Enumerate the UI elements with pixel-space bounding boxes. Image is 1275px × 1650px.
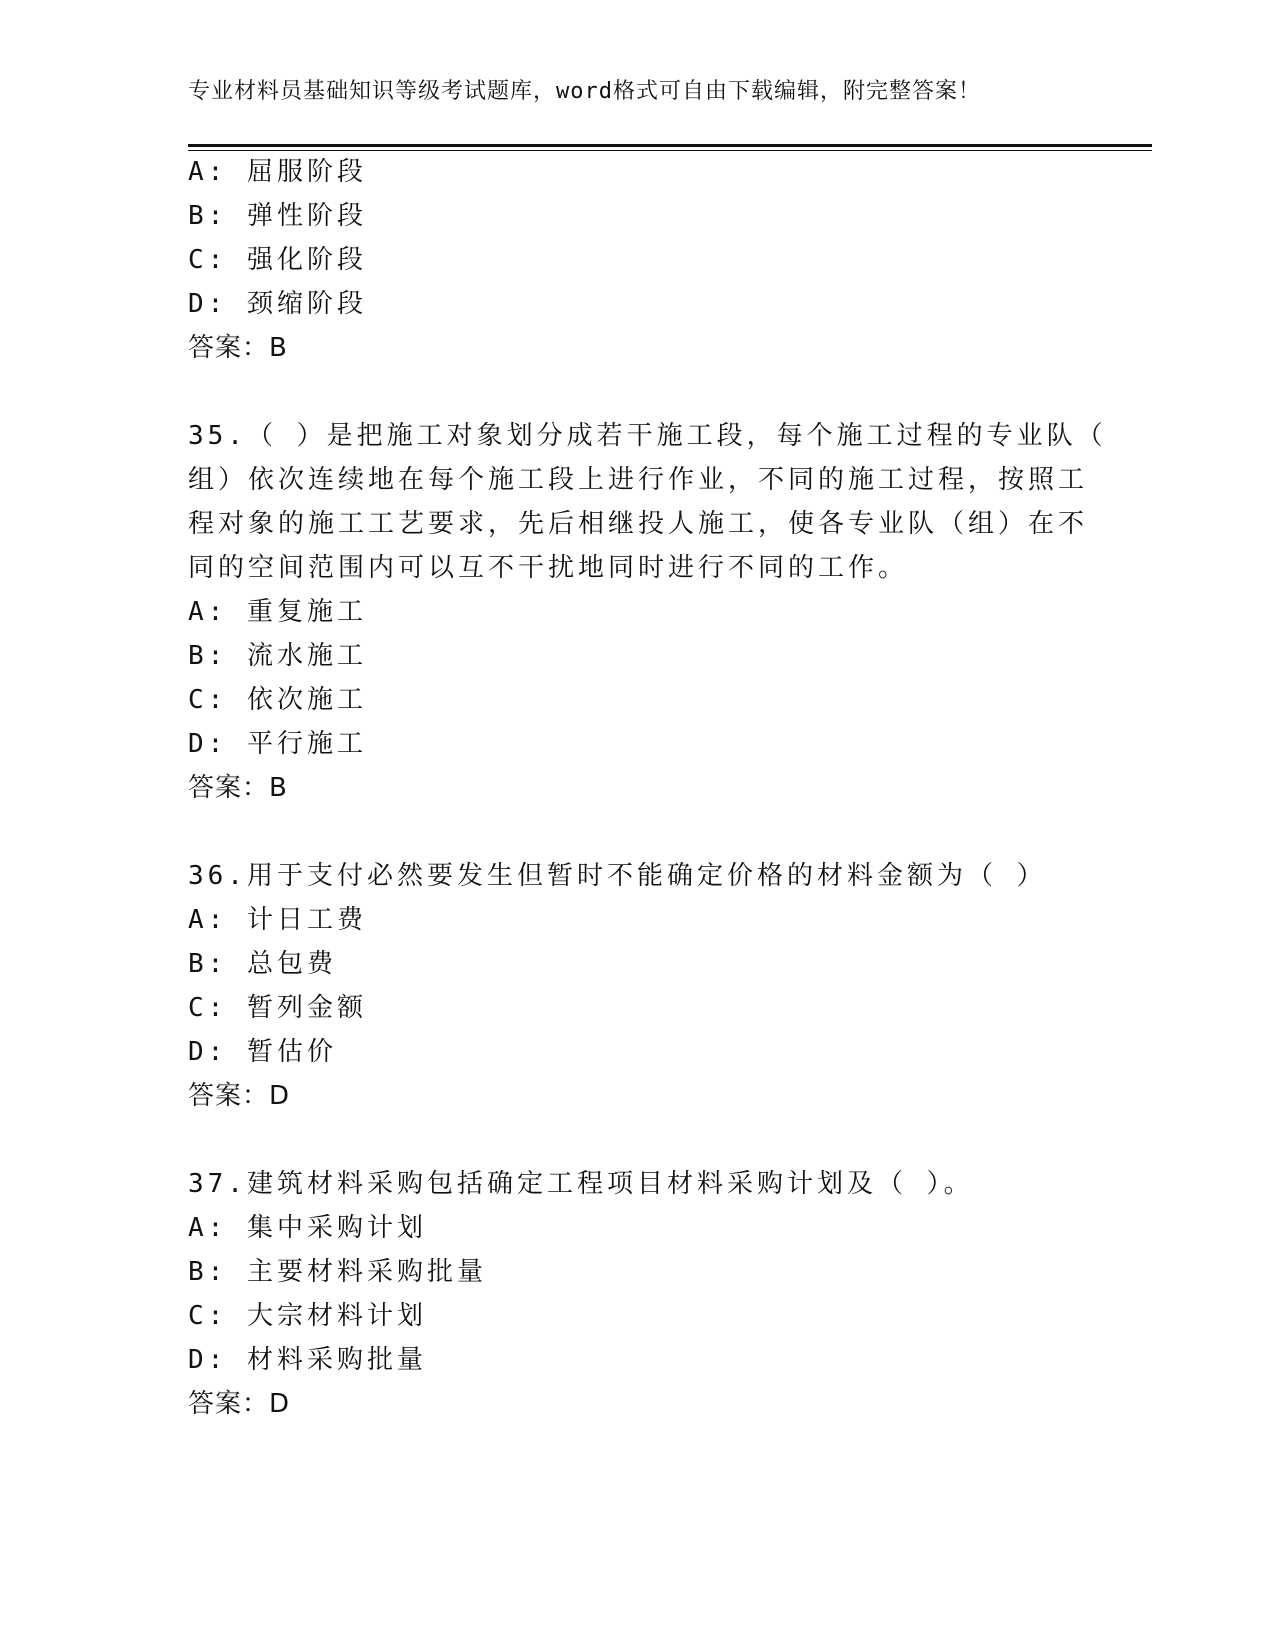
q37-option-c: C: 大宗材料计划	[188, 1301, 427, 1331]
q35-option-c: C: 依次施工	[188, 685, 367, 715]
q36-answer: 答案：D	[188, 1081, 291, 1111]
prev-option-a: A: 屈服阶段	[188, 157, 367, 187]
q36-option-d: D: 暂估价	[188, 1037, 337, 1067]
page-header: 专业材料员基础知识等级考试题库，word格式可自由下载编辑，附完整答案！	[188, 79, 981, 104]
q36-option-b: B: 总包费	[188, 949, 337, 979]
q37-stem-line-1: 37.建筑材料采购包括确定工程项目材料采购计划及（ ）。	[188, 1169, 974, 1199]
q37-answer: 答案：D	[188, 1389, 291, 1419]
q37-option-d: D: 材料采购批量	[188, 1345, 427, 1375]
prev-option-c: C: 强化阶段	[188, 245, 367, 275]
q35-option-b: B: 流水施工	[188, 641, 367, 671]
q37-option-b: B: 主要材料采购批量	[188, 1257, 487, 1287]
header-rule-thin	[188, 150, 1152, 151]
prev-option-d: D: 颈缩阶段	[188, 289, 367, 319]
q37-option-a: A: 集中采购计划	[188, 1213, 427, 1243]
q35-stem-line-1: 35.（ ）是把施工对象划分成若干施工段，每个施工过程的专业队（	[188, 421, 1107, 451]
q35-option-d: D: 平行施工	[188, 729, 367, 759]
q35-answer: 答案：B	[188, 773, 288, 803]
header-rule-thick	[188, 144, 1152, 147]
q36-stem-line-1: 36.用于支付必然要发生但暂时不能确定价格的材料金额为（ ）	[188, 861, 1047, 891]
prev-answer: 答案：B	[188, 333, 288, 363]
q35-stem-line-2: 组）依次连续地在每个施工段上进行作业，不同的施工过程，按照工	[188, 465, 1089, 495]
q36-option-a: A: 计日工费	[188, 905, 367, 935]
q35-stem-line-4: 同的空间范围内可以互不干扰地同时进行不同的工作。	[188, 553, 909, 583]
q36-option-c: C: 暂列金额	[188, 993, 367, 1023]
prev-option-b: B: 弹性阶段	[188, 201, 367, 231]
q35-stem-line-3: 程对象的施工工艺要求，先后相继投人施工，使各专业队（组）在不	[188, 509, 1089, 539]
q35-option-a: A: 重复施工	[188, 597, 367, 627]
